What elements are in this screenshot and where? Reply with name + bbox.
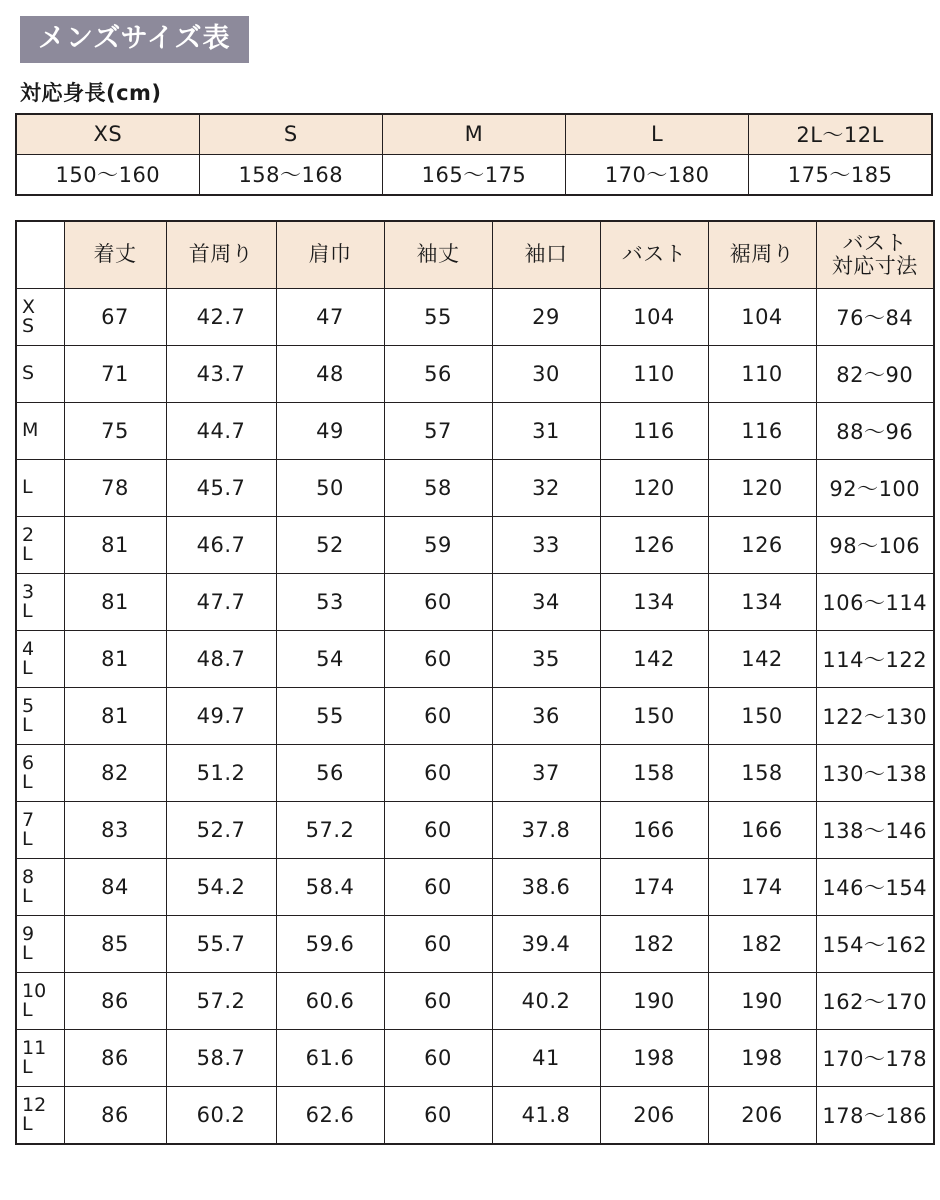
- table-cell: 49: [276, 402, 384, 459]
- height-table: [15, 113, 933, 196]
- row-header-size: [16, 1086, 64, 1144]
- row-header-size: [16, 516, 64, 573]
- table-cell: 170〜178: [816, 1029, 934, 1086]
- row-header-size: [16, 972, 64, 1029]
- table-cell: 34: [492, 573, 600, 630]
- table-cell: 182: [600, 915, 708, 972]
- row-header-size-line2: L: [22, 713, 33, 736]
- table-cell: 44.7: [166, 402, 276, 459]
- measurement-table-header: [16, 221, 934, 289]
- table-cell: 84: [64, 858, 166, 915]
- table-cell: 41.8: [492, 1086, 600, 1144]
- row-header-size: [16, 345, 64, 402]
- row-header-size-line1: 6: [22, 751, 35, 774]
- table-cell: 37.8: [492, 801, 600, 858]
- table-cell: 41: [492, 1029, 600, 1086]
- table-cell: 60: [384, 858, 492, 915]
- table-cell: 174: [708, 858, 816, 915]
- table-cell: 158: [708, 744, 816, 801]
- height-size-l: L: [566, 114, 749, 155]
- table-cell: 42.7: [166, 288, 276, 345]
- row-header-size-line1: 8: [22, 865, 35, 888]
- row-header-size-line1: 3: [22, 580, 35, 603]
- table-row: [16, 630, 934, 687]
- table-cell: 40.2: [492, 972, 600, 1029]
- table-cell: 85: [64, 915, 166, 972]
- row-header-size-line1: 10: [22, 979, 47, 1002]
- table-cell: 58.4: [276, 858, 384, 915]
- table-cell: 55.7: [166, 915, 276, 972]
- table-cell: 57.2: [166, 972, 276, 1029]
- col-header-katahaba: 肩巾: [276, 221, 384, 289]
- col-header-bust: バスト: [600, 221, 708, 289]
- height-range-l: 170〜180: [566, 154, 749, 195]
- table-cell: 110: [708, 345, 816, 402]
- table-cell: 190: [708, 972, 816, 1029]
- table-cell: 60: [384, 801, 492, 858]
- table-cell: 142: [600, 630, 708, 687]
- row-header-size-line2: L: [22, 941, 33, 964]
- table-cell: 37: [492, 744, 600, 801]
- table-cell: 92〜100: [816, 459, 934, 516]
- table-row: [16, 744, 934, 801]
- table-cell: 154〜162: [816, 915, 934, 972]
- table-cell: 57.2: [276, 801, 384, 858]
- table-cell: 48.7: [166, 630, 276, 687]
- table-cell: 60: [384, 1029, 492, 1086]
- row-header-size-line2: L: [22, 1055, 33, 1078]
- table-cell: 32: [492, 459, 600, 516]
- table-cell: 48: [276, 345, 384, 402]
- table-cell: 142: [708, 630, 816, 687]
- table-cell: 55: [384, 288, 492, 345]
- row-header-size-line1: 9: [22, 922, 35, 945]
- height-size-xs: XS: [16, 114, 199, 155]
- table-cell: 71: [64, 345, 166, 402]
- row-header-size-line1: 7: [22, 808, 35, 831]
- height-size-s: S: [199, 114, 382, 155]
- row-header-size: [16, 687, 64, 744]
- measurement-table: [15, 220, 935, 1145]
- table-cell: 190: [600, 972, 708, 1029]
- col-header-bust-taio-sunpo-line2: 対応寸法: [831, 253, 918, 278]
- row-header-size-line2: L: [22, 1112, 33, 1135]
- table-cell: 60.6: [276, 972, 384, 1029]
- table-row: [16, 1086, 934, 1144]
- table-cell: 166: [708, 801, 816, 858]
- table-row: [16, 288, 934, 345]
- table-cell: 146〜154: [816, 858, 934, 915]
- row-header-size: [16, 915, 64, 972]
- table-cell: 130〜138: [816, 744, 934, 801]
- table-cell: 126: [600, 516, 708, 573]
- table-cell: 59: [384, 516, 492, 573]
- table-cell: 82〜90: [816, 345, 934, 402]
- table-cell: 31: [492, 402, 600, 459]
- table-cell: 158: [600, 744, 708, 801]
- table-cell: 54.2: [166, 858, 276, 915]
- table-cell: 67: [64, 288, 166, 345]
- table-cell: 78: [64, 459, 166, 516]
- height-size-2l-12l: 2L〜12L: [749, 114, 932, 155]
- table-cell: 81: [64, 687, 166, 744]
- height-section-label: 対応身長(cm): [20, 80, 162, 105]
- table-row: [16, 573, 934, 630]
- table-cell: 60: [384, 915, 492, 972]
- table-cell: 56: [276, 744, 384, 801]
- table-cell: 206: [708, 1086, 816, 1144]
- row-header-size-line1: X: [22, 295, 36, 318]
- table-cell: 86: [64, 1086, 166, 1144]
- measurement-header-row: [16, 221, 934, 289]
- row-header-size-line1: 5: [22, 694, 35, 717]
- height-table-header-row: [16, 114, 932, 155]
- table-cell: 104: [708, 288, 816, 345]
- row-header-size: [16, 801, 64, 858]
- table-cell: 52: [276, 516, 384, 573]
- table-cell: 60: [384, 630, 492, 687]
- row-header-size-line2: S: [22, 314, 35, 337]
- table-cell: 110: [600, 345, 708, 402]
- table-cell: 39.4: [492, 915, 600, 972]
- table-row: [16, 915, 934, 972]
- table-cell: 81: [64, 573, 166, 630]
- table-cell: 58.7: [166, 1029, 276, 1086]
- table-cell: 86: [64, 972, 166, 1029]
- table-cell: 116: [708, 402, 816, 459]
- row-header-size: [16, 573, 64, 630]
- table-row: [16, 516, 934, 573]
- table-cell: 57: [384, 402, 492, 459]
- table-cell: 174: [600, 858, 708, 915]
- table-cell: 29: [492, 288, 600, 345]
- table-cell: 83: [64, 801, 166, 858]
- table-cell: 45.7: [166, 459, 276, 516]
- table-cell: 38.6: [492, 858, 600, 915]
- table-cell: 120: [600, 459, 708, 516]
- table-row: [16, 402, 934, 459]
- height-range-2l-12l: 175〜185: [749, 154, 932, 195]
- row-header-size: [16, 288, 64, 345]
- table-cell: 47: [276, 288, 384, 345]
- row-header-size: [16, 1029, 64, 1086]
- height-range-s: 158〜168: [199, 154, 382, 195]
- table-cell: 120: [708, 459, 816, 516]
- row-header-size-line1: 11: [22, 1036, 47, 1059]
- col-header-sodeguchi: 袖口: [492, 221, 600, 289]
- row-header-size-line2: L: [22, 998, 33, 1021]
- row-header-size: [16, 630, 64, 687]
- table-cell: 60: [384, 1086, 492, 1144]
- table-cell: 138〜146: [816, 801, 934, 858]
- table-cell: 88〜96: [816, 402, 934, 459]
- height-table-value-row: [16, 154, 932, 195]
- col-header-sodetake: 袖丈: [384, 221, 492, 289]
- table-cell: 182: [708, 915, 816, 972]
- table-cell: 81: [64, 516, 166, 573]
- row-header-size-line1: S: [22, 362, 35, 385]
- table-row: [16, 345, 934, 402]
- table-cell: 59.6: [276, 915, 384, 972]
- table-cell: 76〜84: [816, 288, 934, 345]
- table-cell: 58: [384, 459, 492, 516]
- table-cell: 60: [384, 744, 492, 801]
- table-cell: 122〜130: [816, 687, 934, 744]
- table-cell: 60: [384, 687, 492, 744]
- table-cell: 82: [64, 744, 166, 801]
- row-header-size-line1: M: [22, 419, 39, 442]
- table-cell: 114〜122: [816, 630, 934, 687]
- table-cell: 116: [600, 402, 708, 459]
- table-cell: 62.6: [276, 1086, 384, 1144]
- table-cell: 47.7: [166, 573, 276, 630]
- col-header-bust-taio-sunpo: [816, 221, 934, 289]
- table-cell: 162〜170: [816, 972, 934, 1029]
- table-cell: 198: [708, 1029, 816, 1086]
- height-size-m: M: [382, 114, 565, 155]
- table-cell: 81: [64, 630, 166, 687]
- table-cell: 134: [708, 573, 816, 630]
- table-cell: 106〜114: [816, 573, 934, 630]
- table-cell: 43.7: [166, 345, 276, 402]
- table-cell: 30: [492, 345, 600, 402]
- col-header-kitake: 着丈: [64, 221, 166, 289]
- table-cell: 98〜106: [816, 516, 934, 573]
- row-header-size-line2: L: [22, 827, 33, 850]
- table-cell: 49.7: [166, 687, 276, 744]
- table-cell: 55: [276, 687, 384, 744]
- table-cell: 150: [708, 687, 816, 744]
- table-cell: 56: [384, 345, 492, 402]
- table-cell: 61.6: [276, 1029, 384, 1086]
- table-cell: 150: [600, 687, 708, 744]
- measurement-table-body: [16, 288, 934, 1144]
- table-cell: 206: [600, 1086, 708, 1144]
- table-cell: 178〜186: [816, 1086, 934, 1144]
- table-cell: 54: [276, 630, 384, 687]
- table-cell: 53: [276, 573, 384, 630]
- row-header-size-line2: L: [22, 656, 33, 679]
- height-range-m: 165〜175: [382, 154, 565, 195]
- table-cell: 52.7: [166, 801, 276, 858]
- table-cell: 134: [600, 573, 708, 630]
- row-header-size-line1: 4: [22, 637, 35, 660]
- row-header-size: [16, 744, 64, 801]
- row-header-size-line1: 2: [22, 523, 35, 546]
- row-header-size: [16, 402, 64, 459]
- table-cell: 86: [64, 1029, 166, 1086]
- measurement-corner-cell: [16, 221, 64, 289]
- col-header-kubimawari: 首周り: [166, 221, 276, 289]
- row-header-size-line2: L: [22, 884, 33, 907]
- row-header-size-line1: L: [22, 476, 33, 499]
- table-cell: 75: [64, 402, 166, 459]
- row-header-size-line2: L: [22, 542, 33, 565]
- table-cell: 33: [492, 516, 600, 573]
- table-cell: 60: [384, 972, 492, 1029]
- table-cell: 104: [600, 288, 708, 345]
- table-cell: 50: [276, 459, 384, 516]
- table-row: [16, 858, 934, 915]
- table-row: [16, 687, 934, 744]
- row-header-size: [16, 459, 64, 516]
- table-cell: 46.7: [166, 516, 276, 573]
- height-range-xs: 150〜160: [16, 154, 199, 195]
- table-row: [16, 972, 934, 1029]
- row-header-size-line1: 12: [22, 1093, 47, 1116]
- row-header-size: [16, 858, 64, 915]
- table-cell: 166: [600, 801, 708, 858]
- table-cell: 36: [492, 687, 600, 744]
- table-cell: 60: [384, 573, 492, 630]
- row-header-size-line2: L: [22, 599, 33, 622]
- col-header-bust-taio-sunpo-line1: バスト: [842, 230, 907, 255]
- col-header-susomawari: 裾周り: [708, 221, 816, 289]
- page-title: メンズサイズ表: [20, 16, 249, 63]
- table-row: [16, 801, 934, 858]
- table-cell: 35: [492, 630, 600, 687]
- height-table-body: [16, 114, 932, 195]
- table-row: [16, 1029, 934, 1086]
- row-header-size-line2: L: [22, 770, 33, 793]
- table-cell: 51.2: [166, 744, 276, 801]
- table-cell: 126: [708, 516, 816, 573]
- table-row: [16, 459, 934, 516]
- measurement-section: [15, 220, 930, 1145]
- table-cell: 198: [600, 1029, 708, 1086]
- table-cell: 60.2: [166, 1086, 276, 1144]
